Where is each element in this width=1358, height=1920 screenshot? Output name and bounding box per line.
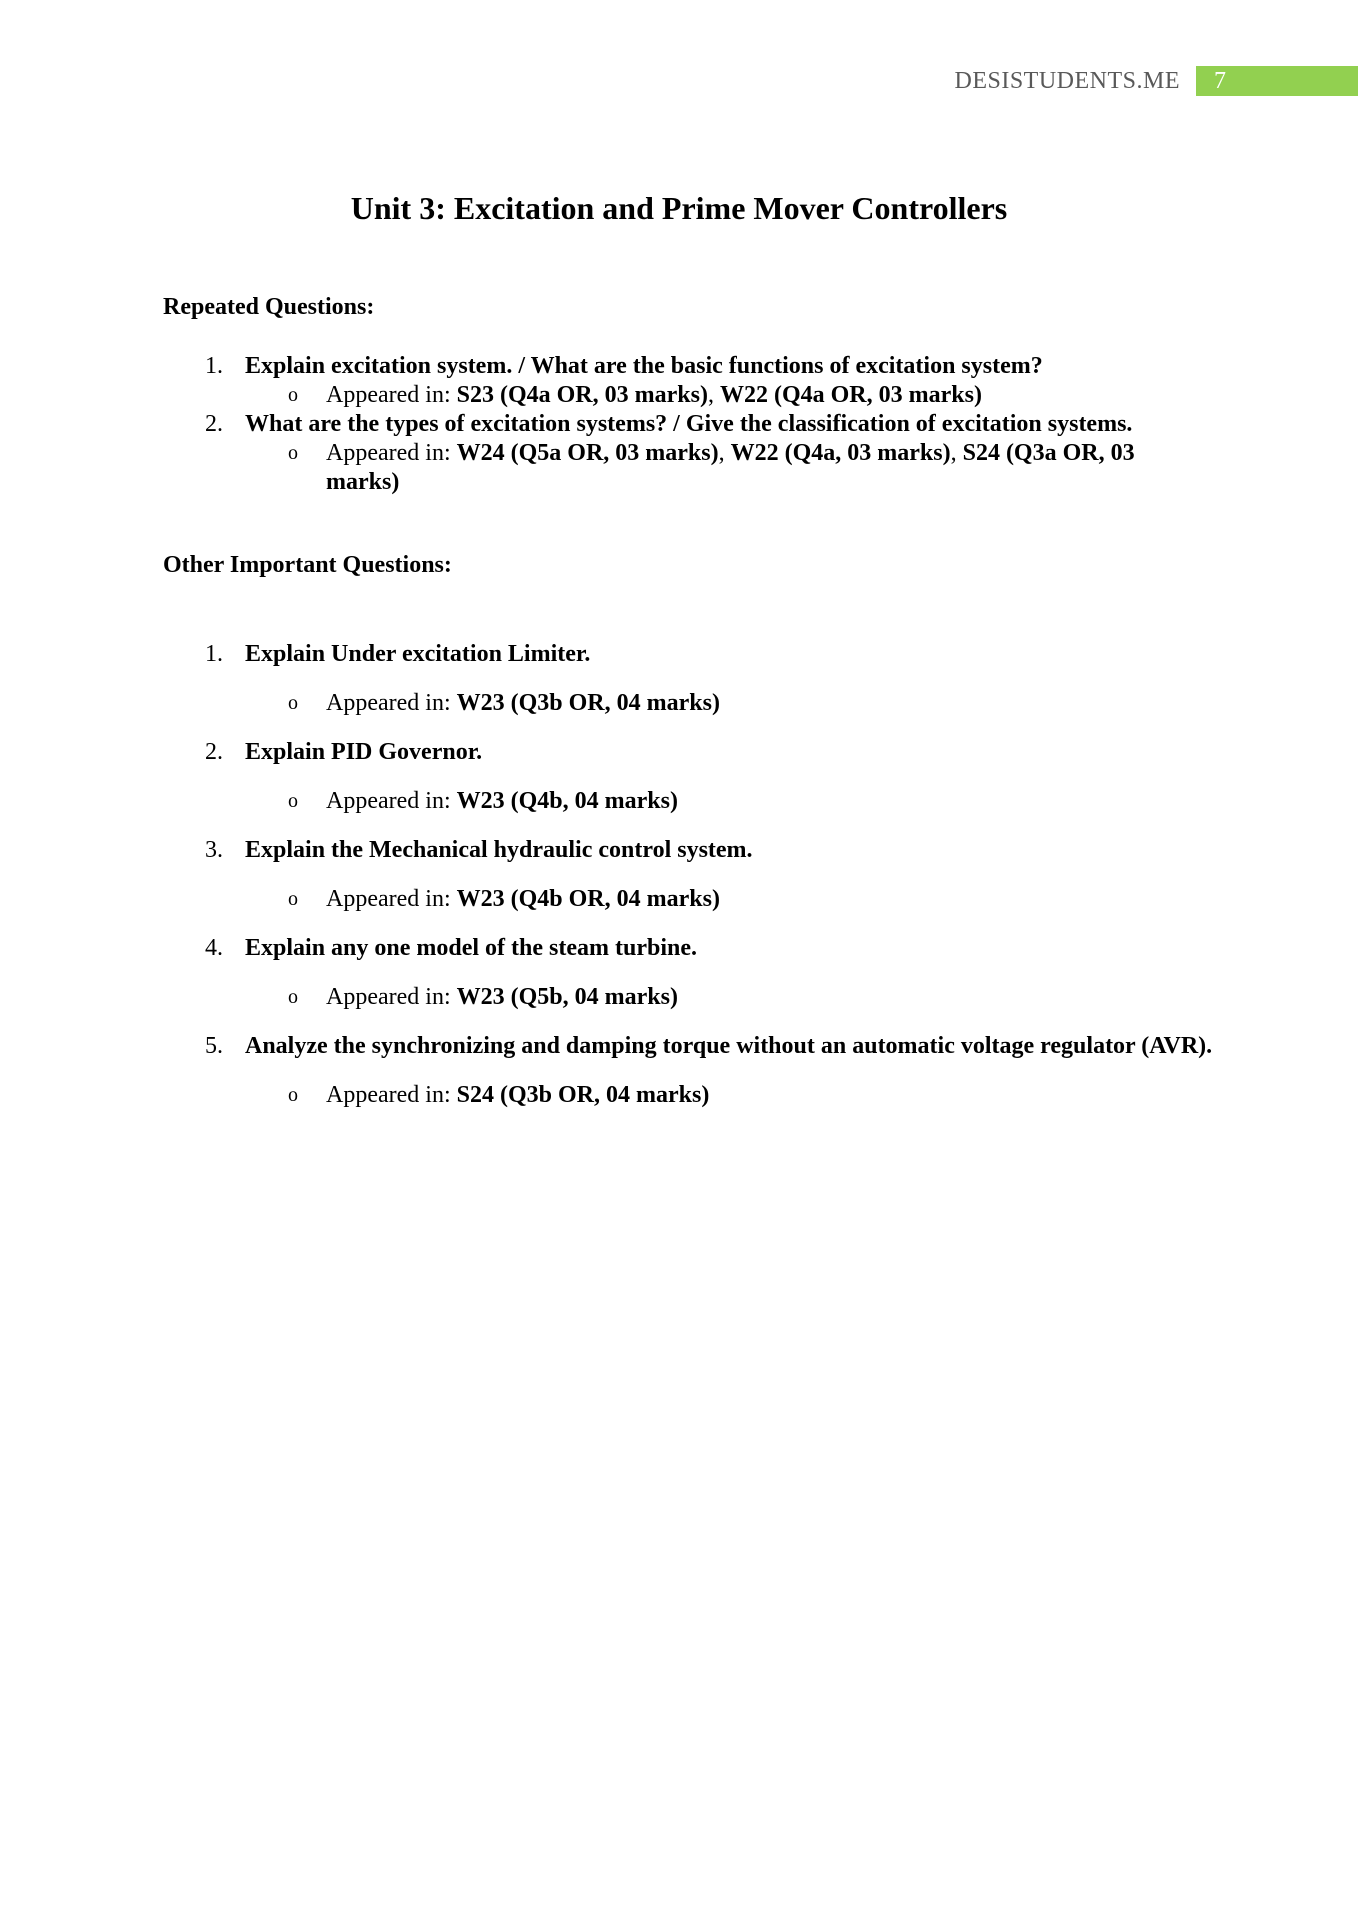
repeated-questions-list	[163, 352, 1213, 497]
question-text: Explain the Mechanical hydraulic control system.	[245, 837, 753, 863]
appearance-line	[326, 883, 1213, 915]
bullet-marker: o	[288, 384, 298, 406]
appeared-in-label: Appeared in:	[326, 382, 457, 408]
page-title: Unit 3: Excitation and Prime Mover Controllers	[350, 190, 1008, 226]
question-text: What are the types of excitation systems? / Give the classification of excitation systems.	[245, 411, 1133, 437]
appearance-ref: W22 (Q4a, 03 marks)	[730, 440, 951, 466]
appeared-in-label: Appeared in:	[326, 984, 457, 1010]
appearance-ref: S24 (Q3b OR, 04 marks)	[456, 1082, 710, 1108]
question-text: Analyze the synchronizing and damping torque without an automatic voltage regulator (AVR).	[245, 1033, 1213, 1059]
bullet-marker: o	[288, 790, 298, 812]
appeared-in-label: Appeared in:	[326, 1082, 457, 1108]
site-name: DESISTUDENTS.ME	[954, 67, 1180, 94]
appearance-line	[326, 785, 1213, 817]
question-number: 3.	[205, 837, 223, 863]
list-item	[163, 638, 1213, 719]
page-header	[954, 66, 1358, 96]
list-item	[163, 834, 1213, 915]
bullet-marker: o	[288, 442, 298, 464]
list-item	[163, 736, 1213, 817]
appearance-ref: W23 (Q3b OR, 04 marks)	[456, 690, 720, 716]
question-number: 2.	[205, 739, 223, 765]
other-questions-heading: Other Important Questions:	[163, 552, 452, 578]
page-number: 7	[1196, 66, 1358, 96]
question-text: Explain Under excitation Limiter.	[245, 641, 591, 667]
appearance-ref: W23 (Q4b, 04 marks)	[456, 788, 678, 814]
bullet-marker: o	[288, 888, 298, 910]
question-number: 2.	[205, 411, 223, 437]
list-item	[163, 410, 1213, 497]
appearance-line	[326, 687, 1213, 719]
bullet-marker: o	[288, 692, 298, 714]
question-number: 5.	[205, 1033, 223, 1059]
appearance-ref: S24 (Q3a OR, 03 marks)	[326, 440, 1135, 495]
appearance-ref: W22 (Q4a OR, 03 marks)	[719, 382, 982, 408]
bullet-marker: o	[288, 986, 298, 1008]
bullet-marker: o	[288, 1084, 298, 1106]
list-item	[163, 1030, 1213, 1111]
repeated-questions-heading: Repeated Questions:	[163, 294, 375, 320]
appearance-line	[326, 1079, 1213, 1111]
appearance-line: Appeared in: S23 (Q4a OR, 03 marks), W22 (Q4a OR, 03 marks)	[326, 382, 982, 408]
other-questions-list	[163, 638, 1213, 1128]
question-text: Explain excitation system. / What are the basic functions of excitation system?	[245, 353, 1043, 379]
appearance-line	[326, 981, 1213, 1013]
question-text: Explain any one model of the steam turbine.	[245, 935, 698, 961]
question-number: 1.	[205, 641, 223, 667]
appearance-ref: W24 (Q5a OR, 03 marks)	[456, 440, 719, 466]
appearance-ref: W23 (Q5b, 04 marks)	[456, 984, 678, 1010]
appearance-ref: S23 (Q4a OR, 03 marks)	[456, 382, 708, 408]
list-item	[163, 352, 1213, 410]
appearance-ref: W23 (Q4b OR, 04 marks)	[456, 886, 720, 912]
appearance-line: Appeared in: W24 (Q5a OR, 03 marks), W22 (Q4a, 03 marks), S24 (Q3a OR, 03 marks)	[326, 440, 1135, 495]
question-text: Explain PID Governor.	[245, 739, 483, 765]
question-number: 4.	[205, 935, 223, 961]
appeared-in-label: Appeared in:	[326, 690, 457, 716]
appeared-in-label: Appeared in:	[326, 886, 457, 912]
appeared-in-label: Appeared in:	[326, 788, 457, 814]
appeared-in-label: Appeared in:	[326, 440, 457, 466]
question-number: 1.	[205, 353, 223, 379]
list-item	[163, 932, 1213, 1013]
